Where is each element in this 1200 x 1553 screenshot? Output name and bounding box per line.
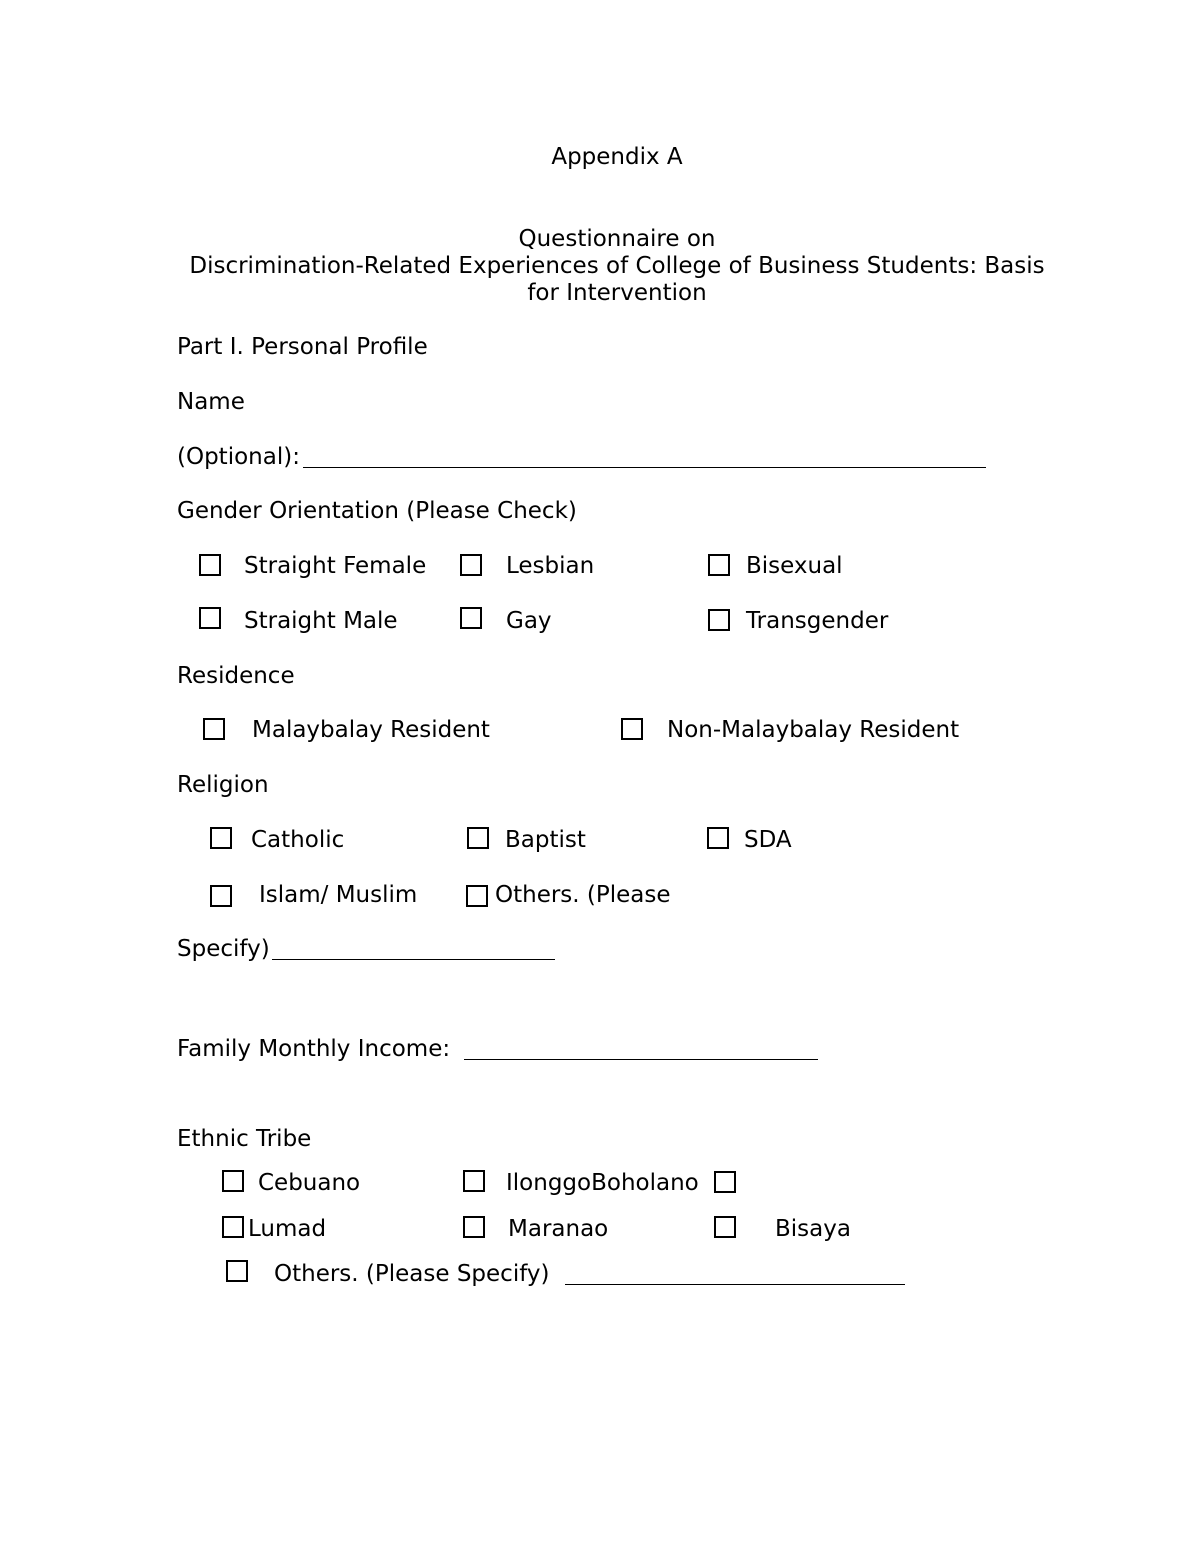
checkbox-sda[interactable] [707,827,729,849]
religion-specify-input[interactable] [272,959,555,960]
option-gay: Gay [506,608,552,634]
checkbox-lesbian[interactable] [460,554,482,576]
option-lesbian: Lesbian [506,553,595,579]
appendix-label: Appendix A [551,144,683,170]
checkbox-islam-muslim[interactable] [210,885,232,907]
option-ethnic-others: Others. (Please Specify) [274,1261,550,1287]
option-maranao: Maranao [508,1216,609,1242]
option-non-malaybalay-resident: Non-Malaybalay Resident [667,717,960,743]
checkbox-gay[interactable] [460,607,482,629]
checkbox-catholic[interactable] [210,827,232,849]
option-straight-female: Straight Female [244,553,427,579]
income-label: Family Monthly Income: [177,1036,451,1062]
checkbox-bisexual[interactable] [708,554,730,576]
option-ilonggo-boholano: IlonggoBoholano [506,1170,699,1196]
checkbox-lumad[interactable] [222,1216,244,1238]
option-catholic: Catholic [251,827,345,853]
option-lumad: Lumad [248,1216,327,1242]
checkbox-non-malaybalay-resident[interactable] [621,718,643,740]
option-transgender: Transgender [746,608,889,634]
option-religion-others: Others. (Please [495,882,671,908]
name-label: Name [177,389,245,415]
ethnic-others-input[interactable] [565,1284,905,1285]
checkbox-baptist[interactable] [467,827,489,849]
checkbox-cebuano[interactable] [222,1170,244,1192]
name-optional-label: (Optional): [177,444,300,470]
checkbox-maranao[interactable] [463,1216,485,1238]
option-islam-muslim: Islam/ Muslim [259,882,418,908]
title-line-3: for Intervention [527,280,707,306]
checkbox-ilonggo[interactable] [463,1170,485,1192]
checkbox-ethnic-others[interactable] [226,1260,248,1282]
income-input[interactable] [464,1059,818,1060]
option-malaybalay-resident: Malaybalay Resident [252,717,490,743]
checkbox-straight-female[interactable] [199,554,221,576]
religion-label: Religion [177,772,269,798]
checkbox-bisaya[interactable] [714,1216,736,1238]
option-baptist: Baptist [505,827,586,853]
option-straight-male: Straight Male [244,608,398,634]
gender-label: Gender Orientation (Please Check) [177,498,577,524]
title-line-1: Questionnaire on [518,226,716,252]
ethnic-label: Ethnic Tribe [177,1126,312,1152]
checkbox-malaybalay-resident[interactable] [203,718,225,740]
residence-label: Residence [177,663,295,689]
option-sda: SDA [744,827,792,853]
checkbox-boholano[interactable] [714,1171,736,1193]
title-line-2: Discrimination-Related Experiences of College of Business Students: Basis [189,253,1045,279]
part-heading: Part I. Personal Profile [177,334,428,360]
checkbox-transgender[interactable] [708,609,730,631]
option-cebuano: Cebuano [258,1170,361,1196]
checkbox-straight-male[interactable] [199,607,221,629]
option-bisaya: Bisaya [775,1216,851,1242]
checkbox-religion-others[interactable] [466,885,488,907]
name-input[interactable] [303,467,986,468]
religion-specify-label: Specify) [177,936,270,962]
option-bisexual: Bisexual [746,553,843,579]
